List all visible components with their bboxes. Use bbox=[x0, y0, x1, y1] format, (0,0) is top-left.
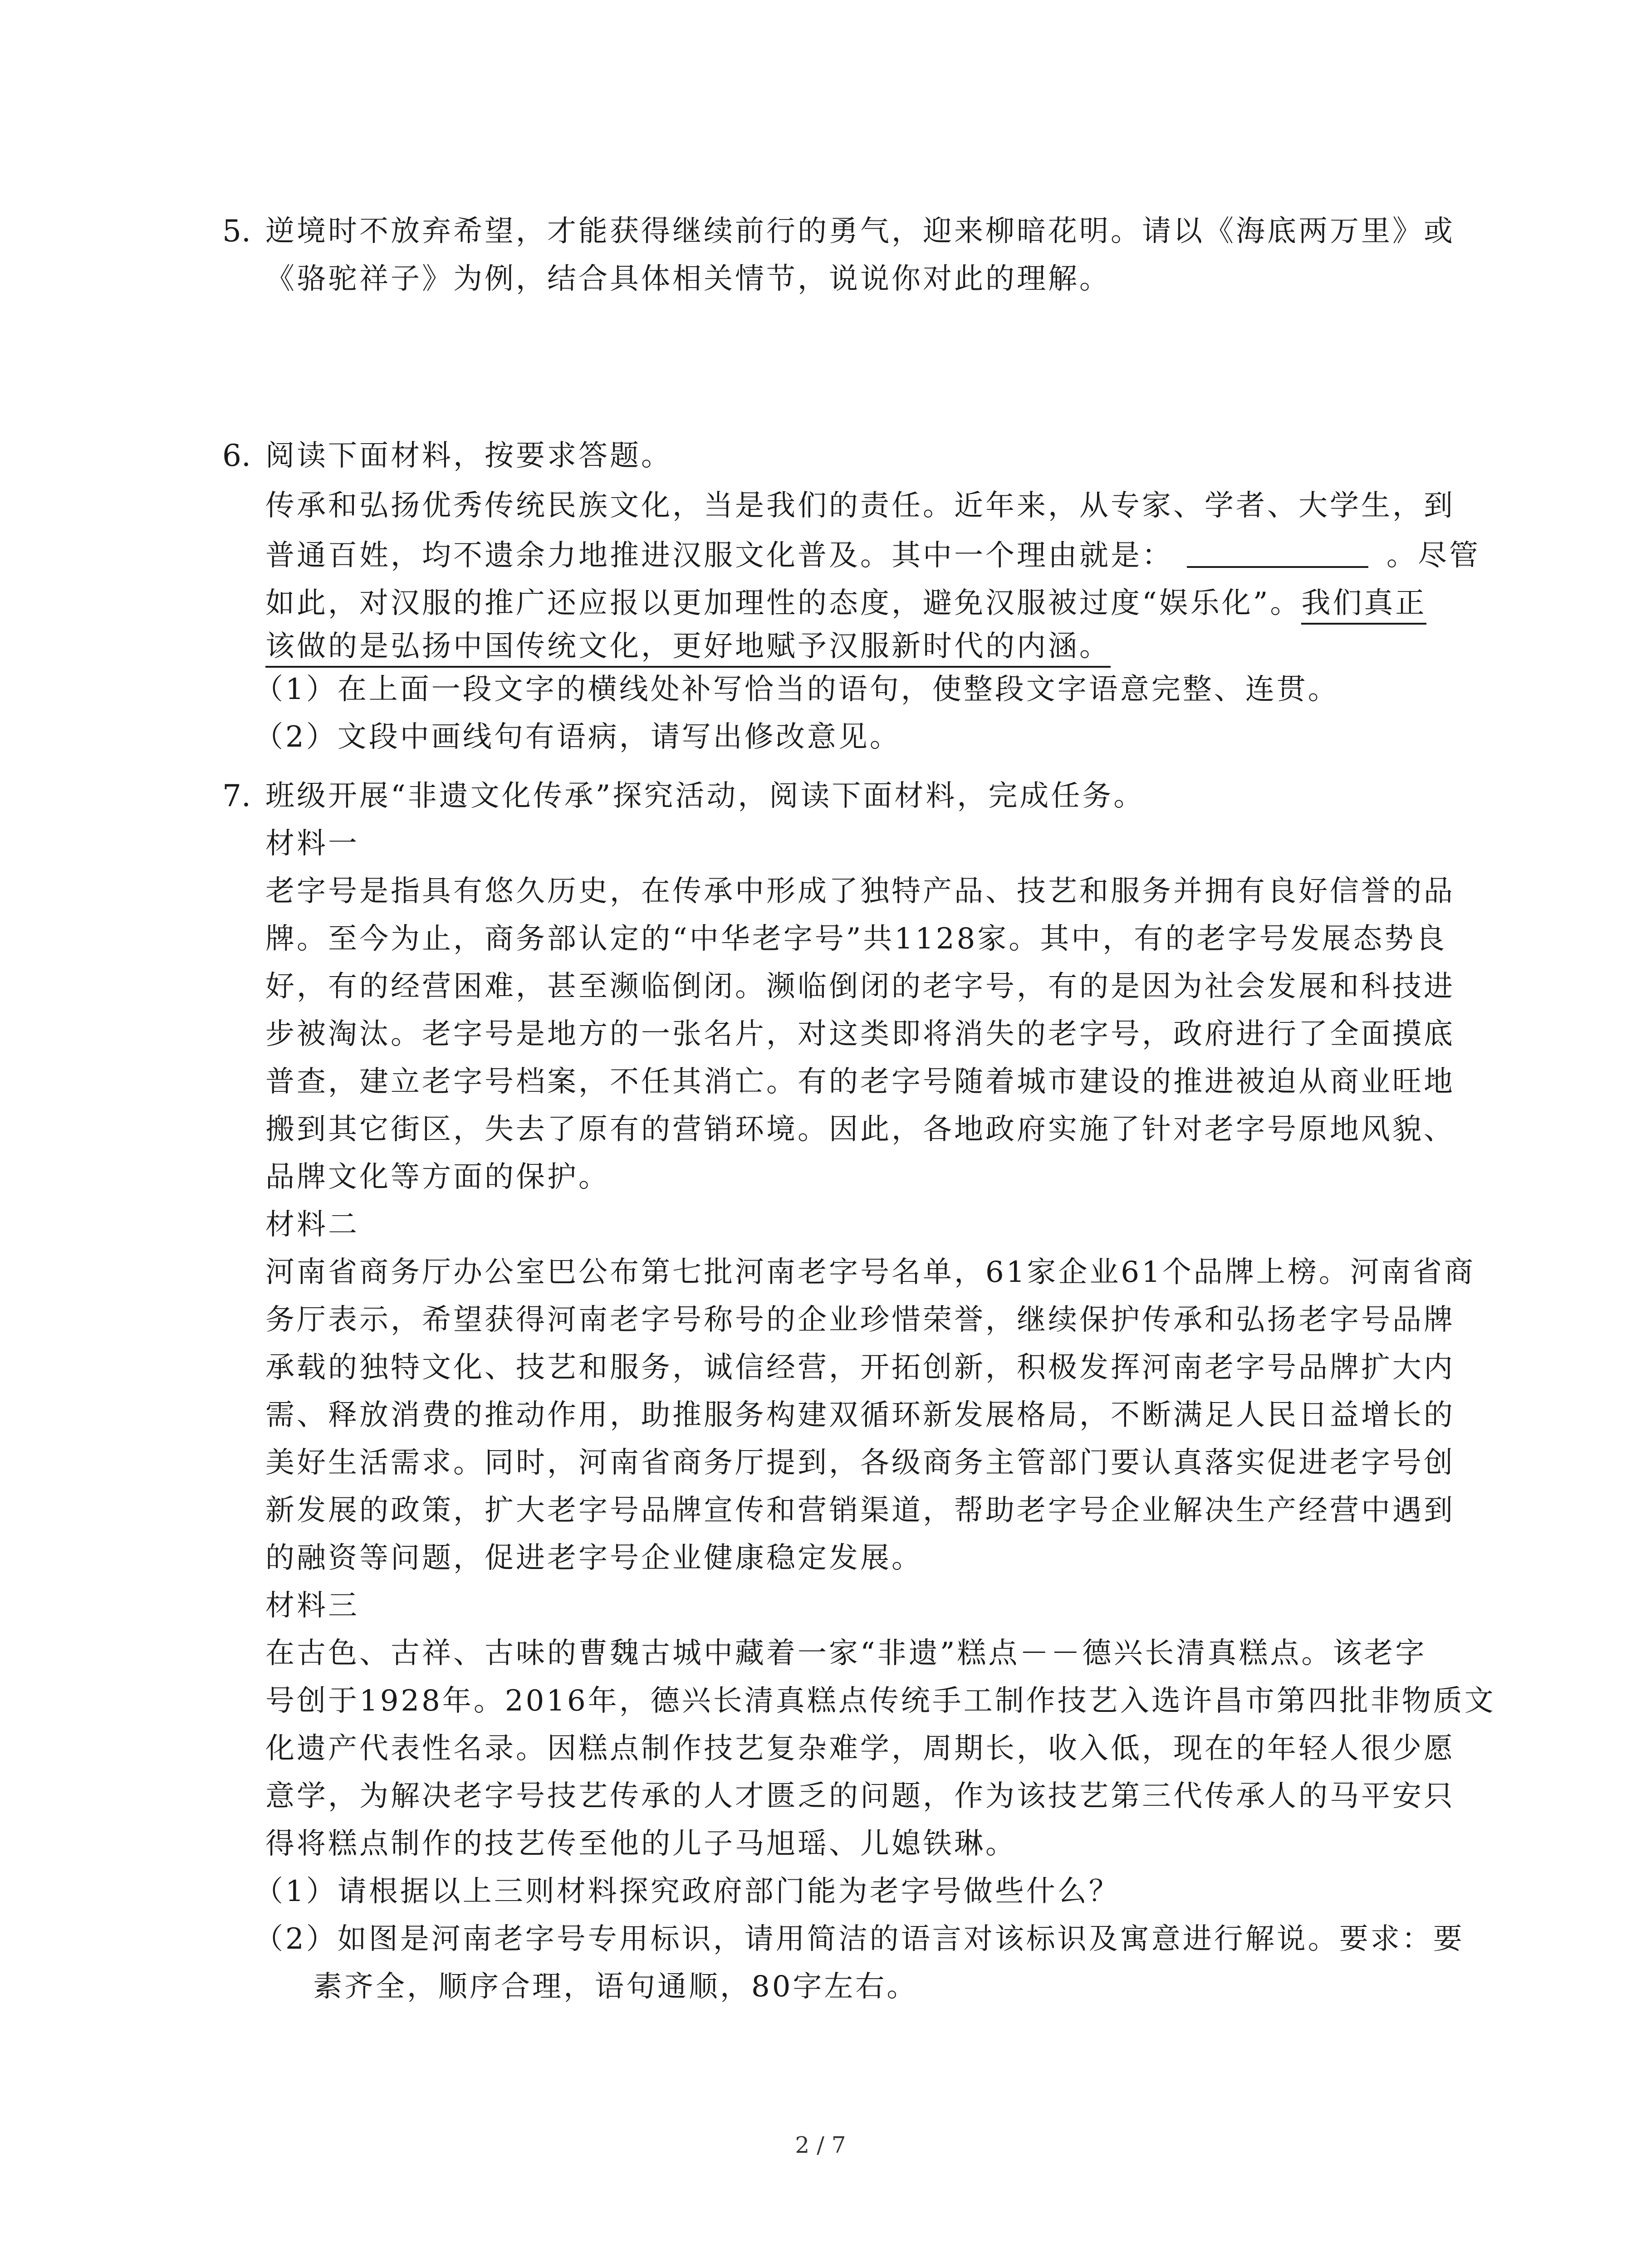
sub-question: 素齐全，顺序合理，语句通顺，80字左右。 bbox=[313, 1970, 918, 2004]
question-number: 7. bbox=[222, 778, 251, 813]
material-line: 在古色、古祥、古味的曹魏古城中藏着一家“非遗”糕点－－德兴长清真糕点。该老字 bbox=[265, 1637, 1427, 1670]
material-line: 承载的独特文化、技艺和服务，诚信经营，开拓创新，积极发挥河南老字号品牌扩大内 bbox=[265, 1351, 1455, 1384]
material-line: 化遗产代表性名录。因糕点制作技艺复杂难学，周期长，收入低，现在的年轻人很少愿 bbox=[265, 1732, 1455, 1765]
page-number: 2 / 7 bbox=[795, 2132, 846, 2158]
fill-in-blank[interactable] bbox=[1187, 539, 1368, 568]
question-text: 班级开展“非遗文化传承”探究活动，阅读下面材料，完成任务。 bbox=[265, 779, 1145, 813]
underlined-sentence: 该做的是弘扬中国传统文化，更好地赋予汉服新时代的内涵。 bbox=[265, 630, 1111, 668]
material-title: 材料二 bbox=[265, 1208, 359, 1242]
question-number: 5. bbox=[222, 214, 251, 249]
material-line: 搬到其它街区，失去了原有的营销环境。因此，各地政府实施了针对老字号原地风貌、 bbox=[265, 1113, 1455, 1146]
question-text: 阅读下面材料，按要求答题。 bbox=[265, 439, 672, 473]
passage-text: 普通百姓，均不遗余力地推进汉服文化普及。其中一个理由就是： bbox=[265, 539, 1173, 572]
passage-text: 。尽管 bbox=[1386, 539, 1480, 572]
material-line: 意学，为解决老字号技艺传承的人才匮乏的问题，作为该技艺第三代传承人的马平安只 bbox=[265, 1779, 1455, 1813]
passage-line bbox=[265, 533, 1480, 578]
material-line: 牌。至今为止，商务部认定的“中华老字号”共1128家。其中，有的老字号发展态势良 bbox=[265, 922, 1447, 956]
material-line: 的融资等问题，促进老字号企业健康稳定发展。 bbox=[265, 1541, 923, 1575]
sub-question: （1）在上面一段文字的横线处补写恰当的语句，使整段文字语意完整、连贯。 bbox=[254, 673, 1339, 706]
question-number: 6. bbox=[222, 438, 251, 473]
sub-question: （2）文段中画线句有语病，请写出修改意见。 bbox=[254, 720, 901, 754]
material-line: 号创于1928年。2016年，德兴长清真糕点传统手工制作技艺入选许昌市第四批非物质文 bbox=[265, 1684, 1496, 1718]
sub-question: （2）如图是河南老字号专用标识，请用简洁的语言对该标识及寓意进行解说。要求：要 bbox=[254, 1922, 1465, 1956]
material-line: 美好生活需求。同时，河南省商务厅提到，各级商务主管部门要认真落实促进老字号创 bbox=[265, 1446, 1455, 1480]
material-line: 老字号是指具有悠久历史，在传承中形成了独特产品、技艺和服务并拥有良好信誉的品 bbox=[265, 875, 1455, 908]
material-title: 材料三 bbox=[265, 1589, 359, 1623]
material-line: 品牌文化等方面的保护。 bbox=[265, 1160, 610, 1194]
material-line: 得将糕点制作的技艺传至他的儿子马旭瑶、儿媳铁琳。 bbox=[265, 1827, 1017, 1861]
sub-question: （1）请根据以上三则材料探究政府部门能为老字号做些什么？ bbox=[254, 1875, 1120, 1908]
underlined-sentence: 我们真正 bbox=[1301, 587, 1426, 625]
passage-text: 如此，对汉服的推广还应报以更加理性的态度，避免汉服被过度“娱乐化”。 bbox=[265, 587, 1302, 620]
material-line: 好，有的经营困难，甚至濒临倒闭。濒临倒闭的老字号，有的是因为社会发展和科技进 bbox=[265, 970, 1455, 1003]
material-line: 务厅表示，希望获得河南老字号称号的企业珍惜荣誉，继续保护传承和弘扬老字号品牌 bbox=[265, 1303, 1455, 1337]
question-text: 《骆驼祥子》为例，结合具体相关情节，说说你对此的理解。 bbox=[265, 262, 1111, 296]
material-title: 材料一 bbox=[265, 827, 359, 860]
material-line: 普查，建立老字号档案，不任其消亡。有的老字号随着城市建设的推进被迫从商业旺地 bbox=[265, 1065, 1455, 1099]
passage-line: 传承和弘扬优秀传统民族文化，当是我们的责任。近年来，从专家、学者、大学生，到 bbox=[265, 489, 1455, 523]
material-line: 河南省商务厅办公室巴公布第七批河南老字号名单，61家企业61个品牌上榜。河南省商 bbox=[265, 1256, 1475, 1289]
passage-line bbox=[265, 624, 1427, 669]
material-line: 步被淘汰。老字号是地方的一张名片，对这类即将消失的老字号，政府进行了全面摸底 bbox=[265, 1017, 1455, 1051]
passage-line bbox=[265, 581, 1427, 626]
material-line: 需、释放消费的推动作用，助推服务构建双循环新发展格局，不断满足人民日益增长的 bbox=[265, 1398, 1455, 1432]
question-text: 逆境时不放弃希望，才能获得继续前行的勇气，迎来柳暗花明。请以《海底两万里》或 bbox=[265, 215, 1455, 248]
material-line: 新发展的政策，扩大老字号品牌宣传和营销渠道，帮助老字号企业解决生产经营中遇到 bbox=[265, 1494, 1455, 1527]
